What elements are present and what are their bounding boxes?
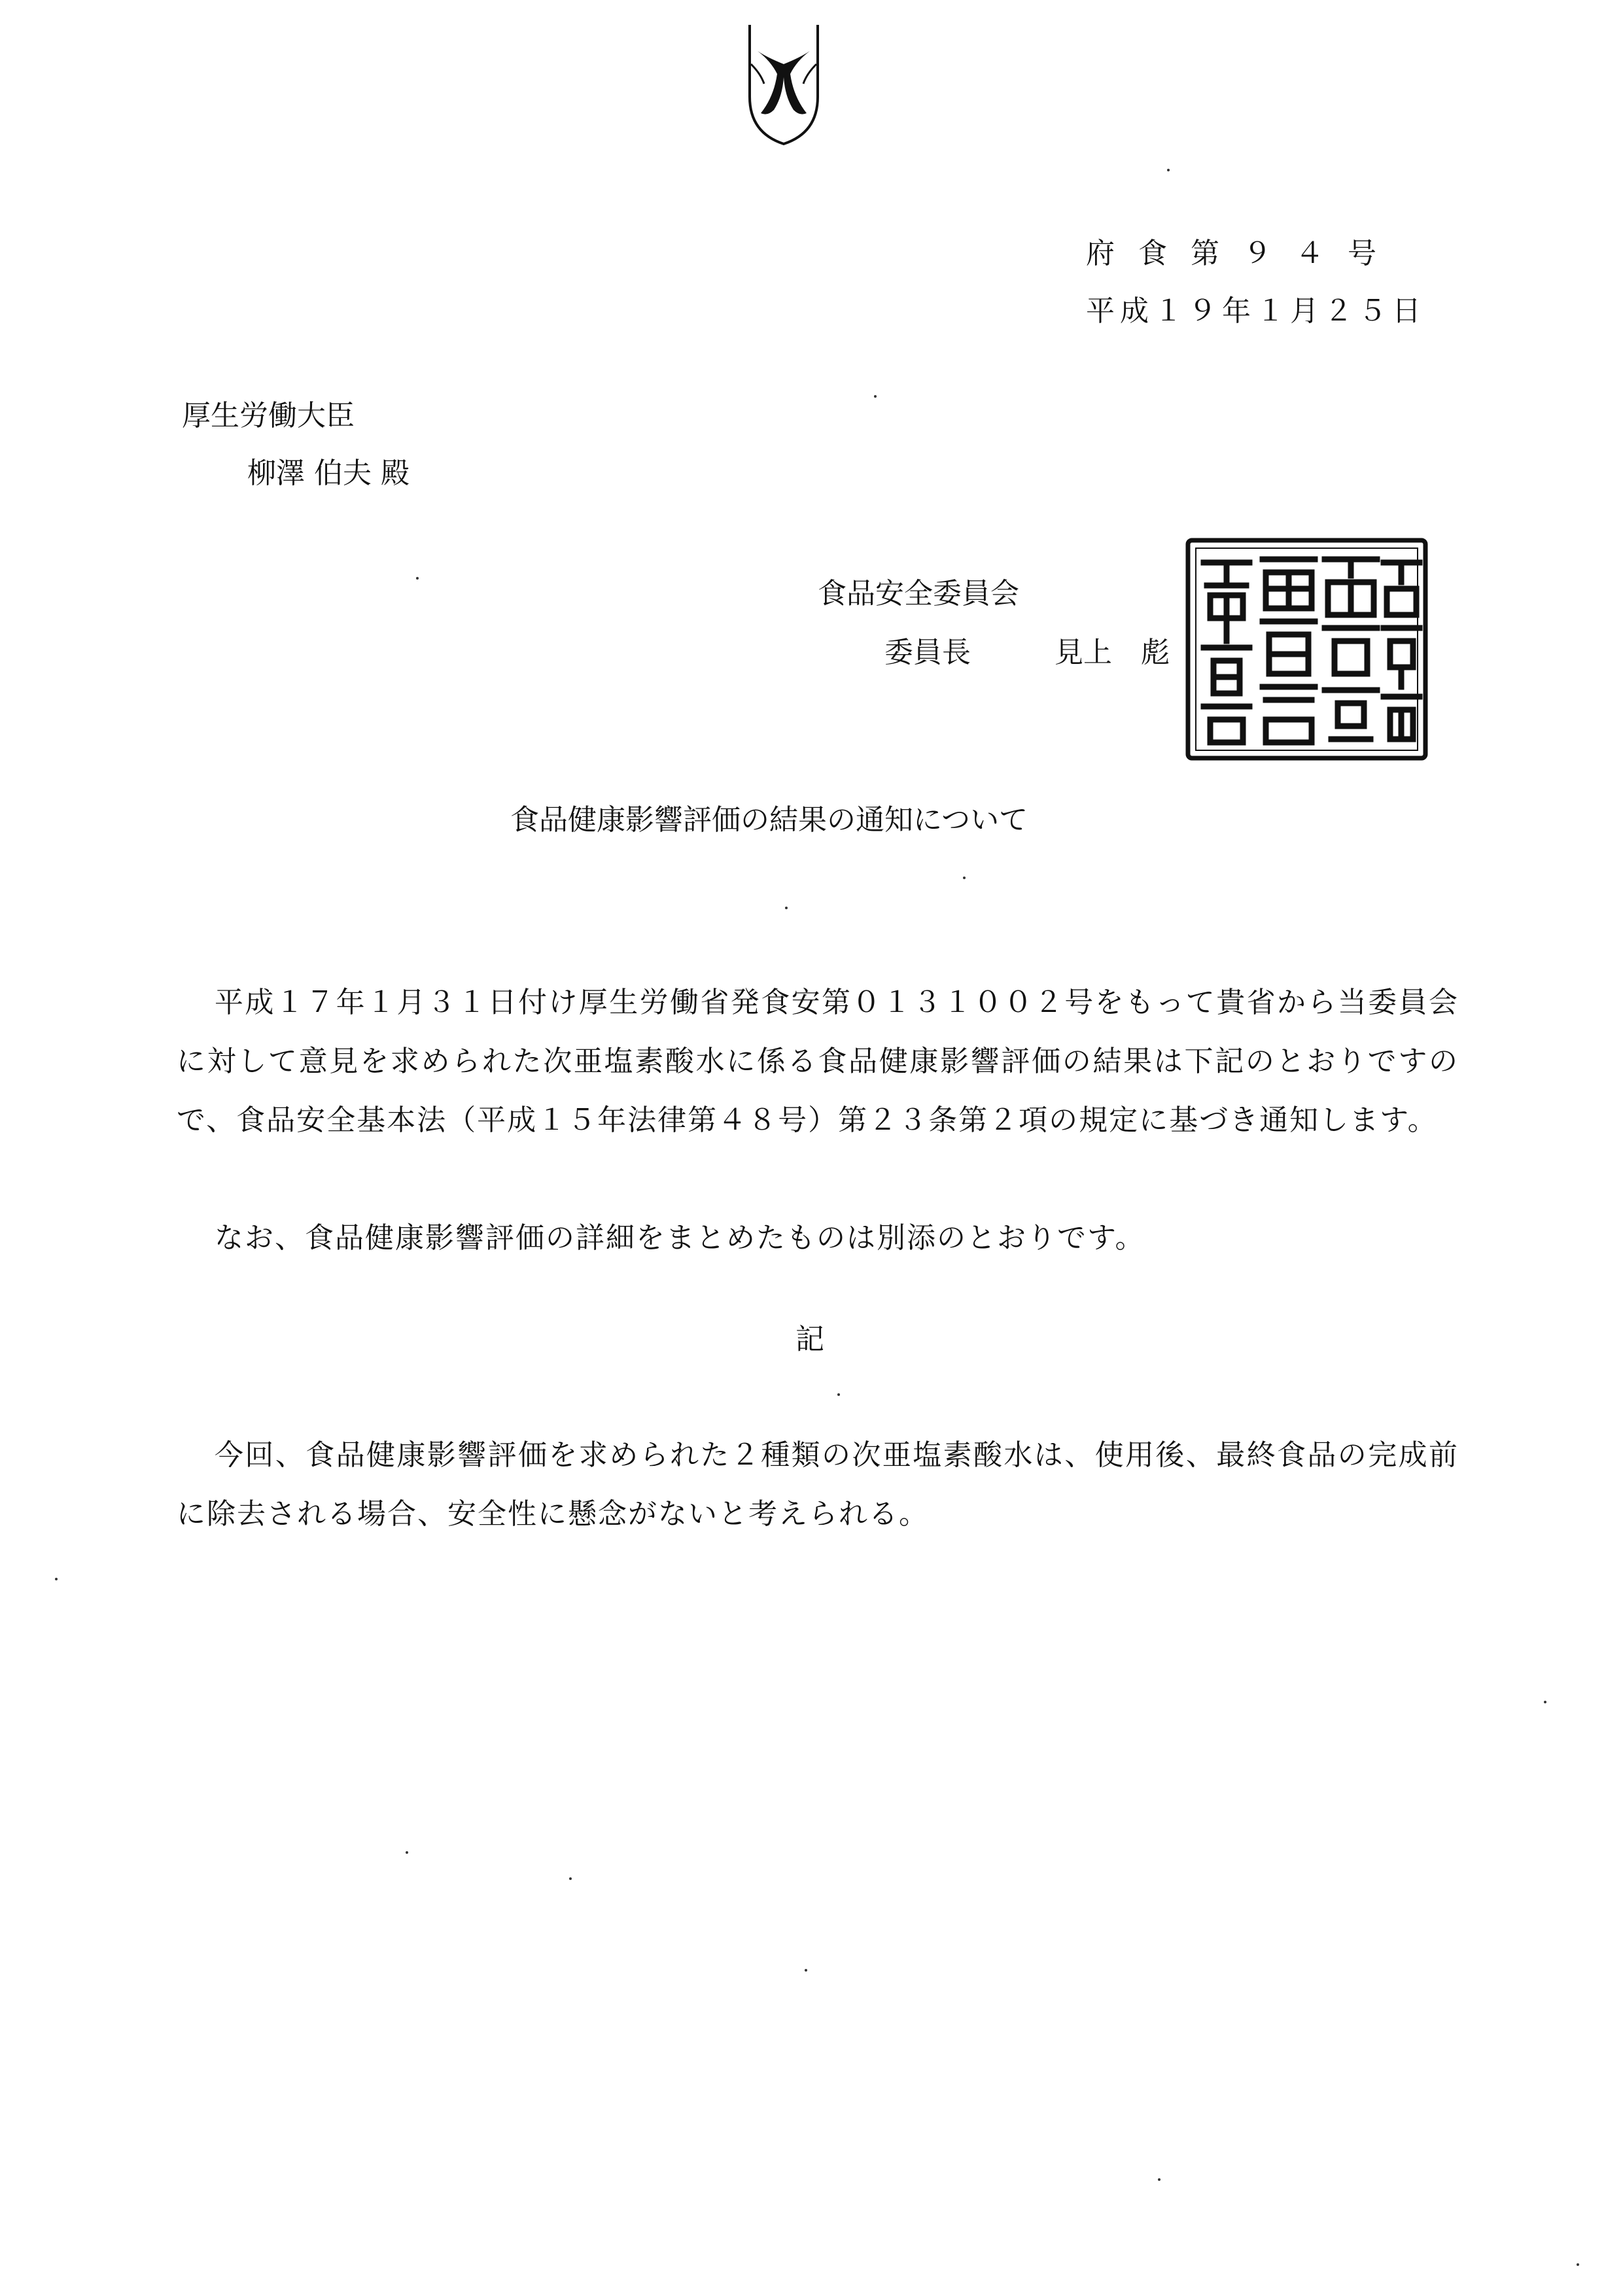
body-paragraph-1: 平成１７年１月３１日付け厚生労働省発食安第０１３１００２号をもって貴省から当委員会に対して意見を求められた次亜塩素酸水に係る食品健康影響評価の結果は下記のとおりですので、食品安全基本法（平成１５年法律第４８号）第２３条第２項の規定に基づき通知します。 — [177, 986, 1459, 1137]
scan-speck — [837, 1393, 840, 1396]
ki-heading: 記 — [795, 1323, 824, 1356]
scan-speck — [963, 877, 966, 879]
document-number: 府食第９４号 — [1086, 237, 1400, 270]
scan-speck — [416, 577, 419, 580]
body-paragraph-3: 今回、食品健康影響評価を求められた２種類の次亜塩素酸水は、使用後、最終食品の完成前に除去される場合、安全性に懸念がないと考えられる。 — [177, 1438, 1459, 1531]
sender-position: 委員長 — [884, 636, 971, 669]
scan-speck — [1158, 2178, 1161, 2181]
government-emblem-icon — [744, 25, 823, 146]
scan-speck — [785, 907, 788, 909]
body-paragraph-2: なお、食品健康影響評価の詳細をまとめたものは別添のとおりです。 — [215, 1221, 1145, 1255]
scan-speck — [805, 1969, 807, 1972]
document-date: 平成１９年１月２５日 — [1086, 294, 1426, 328]
sender-name: 見上 彪 — [1055, 636, 1170, 669]
official-seal-stamp — [1184, 536, 1429, 762]
sender-organization: 食品安全委員会 — [818, 577, 1019, 610]
scan-speck — [569, 1877, 572, 1880]
addressee-name: 柳澤 伯夫 殿 — [247, 457, 410, 490]
scan-speck — [1167, 169, 1170, 171]
scan-speck — [1544, 1701, 1546, 1703]
scan-speck — [406, 1851, 408, 1854]
addressee-title: 厚生労働大臣 — [182, 399, 355, 432]
subject-title: 食品健康影響評価の結果の通知について — [510, 803, 1028, 837]
scan-speck — [55, 1578, 58, 1580]
scan-speck — [1577, 2263, 1579, 2266]
scan-speck — [874, 395, 877, 398]
